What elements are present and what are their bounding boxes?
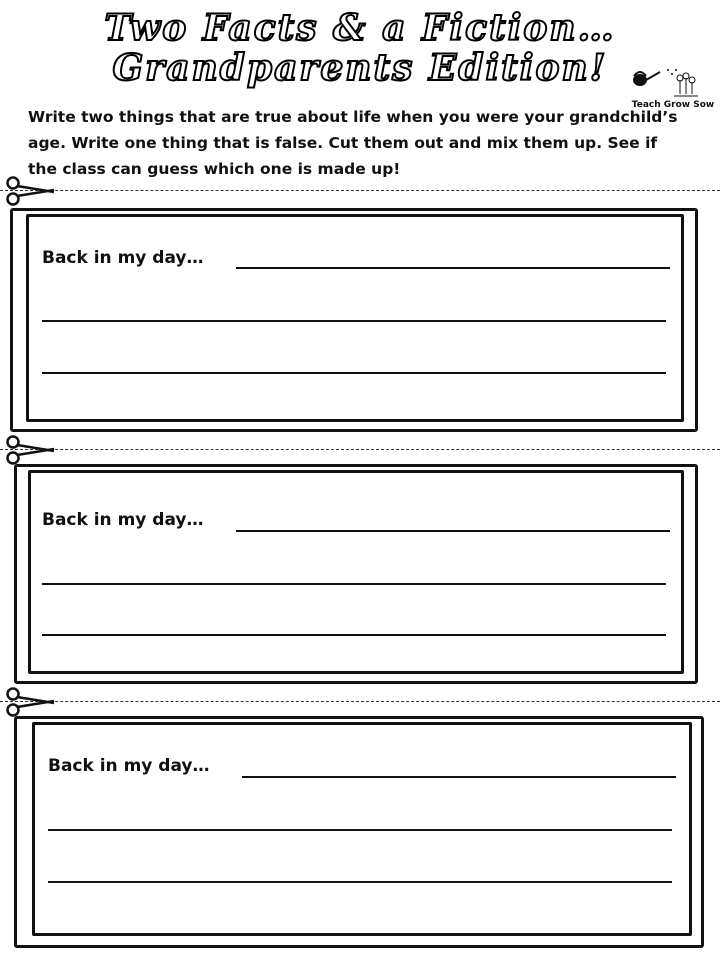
card-3-answer-line-1[interactable] [242, 776, 676, 778]
card-3-answer-line-2[interactable] [48, 829, 672, 831]
scissors-icon [4, 176, 56, 206]
fact-card-1-inner-border [26, 214, 684, 422]
scissors-icon [4, 687, 56, 717]
instructions-text: Write two things that are true about life when you were your grandchild’s age. Write one thing that is false. Cut them out and mix them up. See if the class can guess which one is made up! [28, 108, 678, 178]
cut-line [0, 701, 720, 702]
card-1-answer-line-1[interactable] [236, 267, 670, 269]
worksheet-title-line-1: Two Facts & a Fiction… [104, 7, 616, 49]
card-1-answer-line-3[interactable] [42, 372, 666, 374]
card-2-prompt: Back in my day… [42, 510, 204, 530]
card-1-answer-line-2[interactable] [42, 320, 666, 322]
card-3-answer-line-3[interactable] [48, 881, 672, 883]
card-1-prompt: Back in my day… [42, 248, 204, 268]
scissors-icon [4, 435, 56, 465]
brand-logo-text: Teach Grow Sow [631, 100, 715, 110]
card-2-answer-line-1[interactable] [236, 530, 670, 532]
cut-line [0, 190, 720, 191]
fact-card-2-inner-border [28, 470, 684, 674]
card-3-prompt: Back in my day… [48, 756, 210, 776]
card-2-answer-line-3[interactable] [42, 634, 666, 636]
card-2-answer-line-2[interactable] [42, 583, 666, 585]
worksheet-title-line-2: Grandparents Edition! [112, 47, 608, 89]
cut-line [0, 449, 720, 450]
